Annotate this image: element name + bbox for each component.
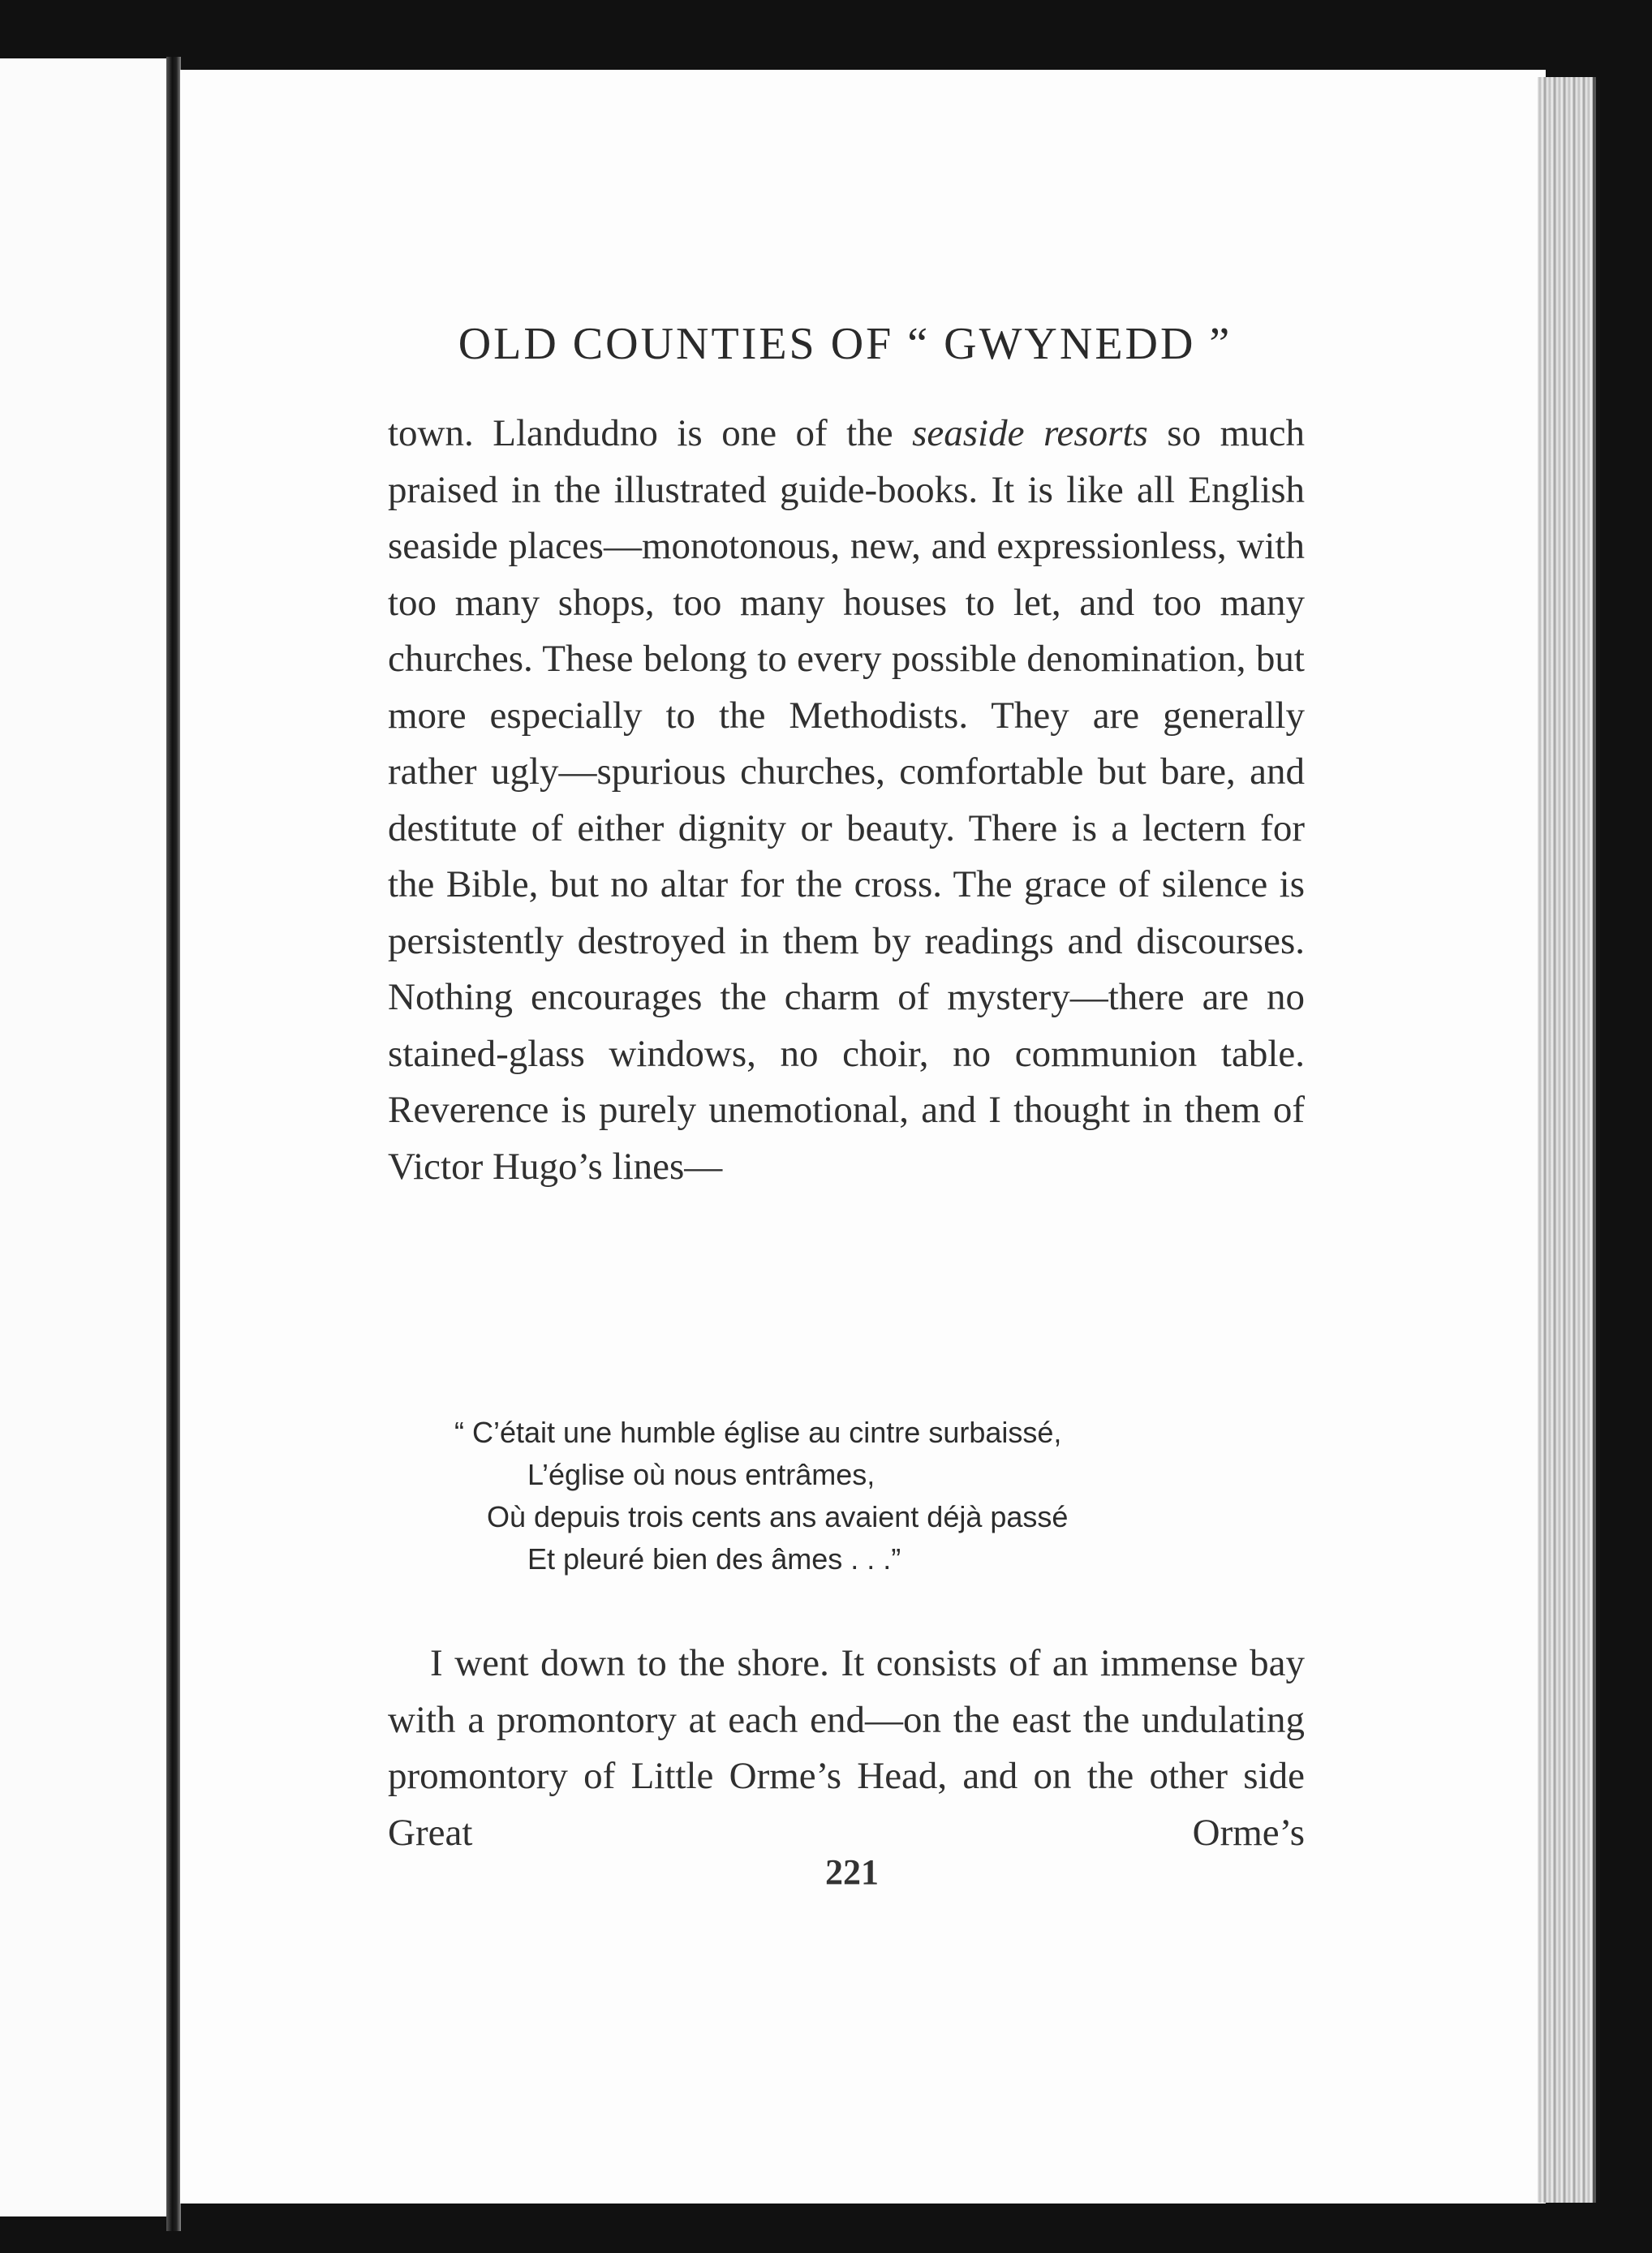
verse-quotation: [454, 1412, 1290, 1580]
book-gutter: [166, 57, 181, 2231]
paragraph-2: [388, 1636, 1305, 1861]
facing-page: [0, 58, 166, 2216]
verse-line-3: Où depuis trois cents ans avaient déjà passé: [487, 1500, 1069, 1533]
verse-line-2: L’église où nous entrâmes,: [527, 1458, 875, 1491]
paragraph-1-italic: seaside resorts: [912, 412, 1148, 454]
paragraph-2-text: I went down to the shore. It consists of an immense bay with a promontory at each end—on the east the undulating promontory of Little Orme’s Head, and on the other side Great Orme’s: [388, 1642, 1305, 1854]
verse-line-4: Et pleuré bien des âmes . . .”: [527, 1542, 901, 1576]
paragraph-1-lead: town. Llandudno is one of the: [388, 412, 913, 454]
paragraph-1: [388, 406, 1305, 1195]
page-edges: [1538, 77, 1596, 2203]
running-head: OLD COUNTIES OF “ GWYNEDD ”: [458, 319, 1233, 369]
paragraph-1-rest: so much praised in the illustrated guide-books. It is like all English seaside places—monotonous, new, and expressionless, with too many shops, too many houses to let, and too many churches. These belong to every possible denomination, but more especially to the Methodists. They are generally rather ugly—spurious churches, comfortable but bare, and destitute of either dignity or beauty. There is a lectern for the Bible, but no altar for the cross. The grace of silence is persistently destroyed in them by readings and discourses. Nothing encourages the charm of mystery—there are no stained-glass windows, no choir, no communion table. Reverence is purely unemotional, and I thought in them of Victor Hugo’s lines—: [388, 412, 1305, 1188]
verse-line-1: “ C’était une humble église au cintre surbaissé,: [454, 1416, 1062, 1449]
page-number: 221: [825, 1852, 879, 1892]
